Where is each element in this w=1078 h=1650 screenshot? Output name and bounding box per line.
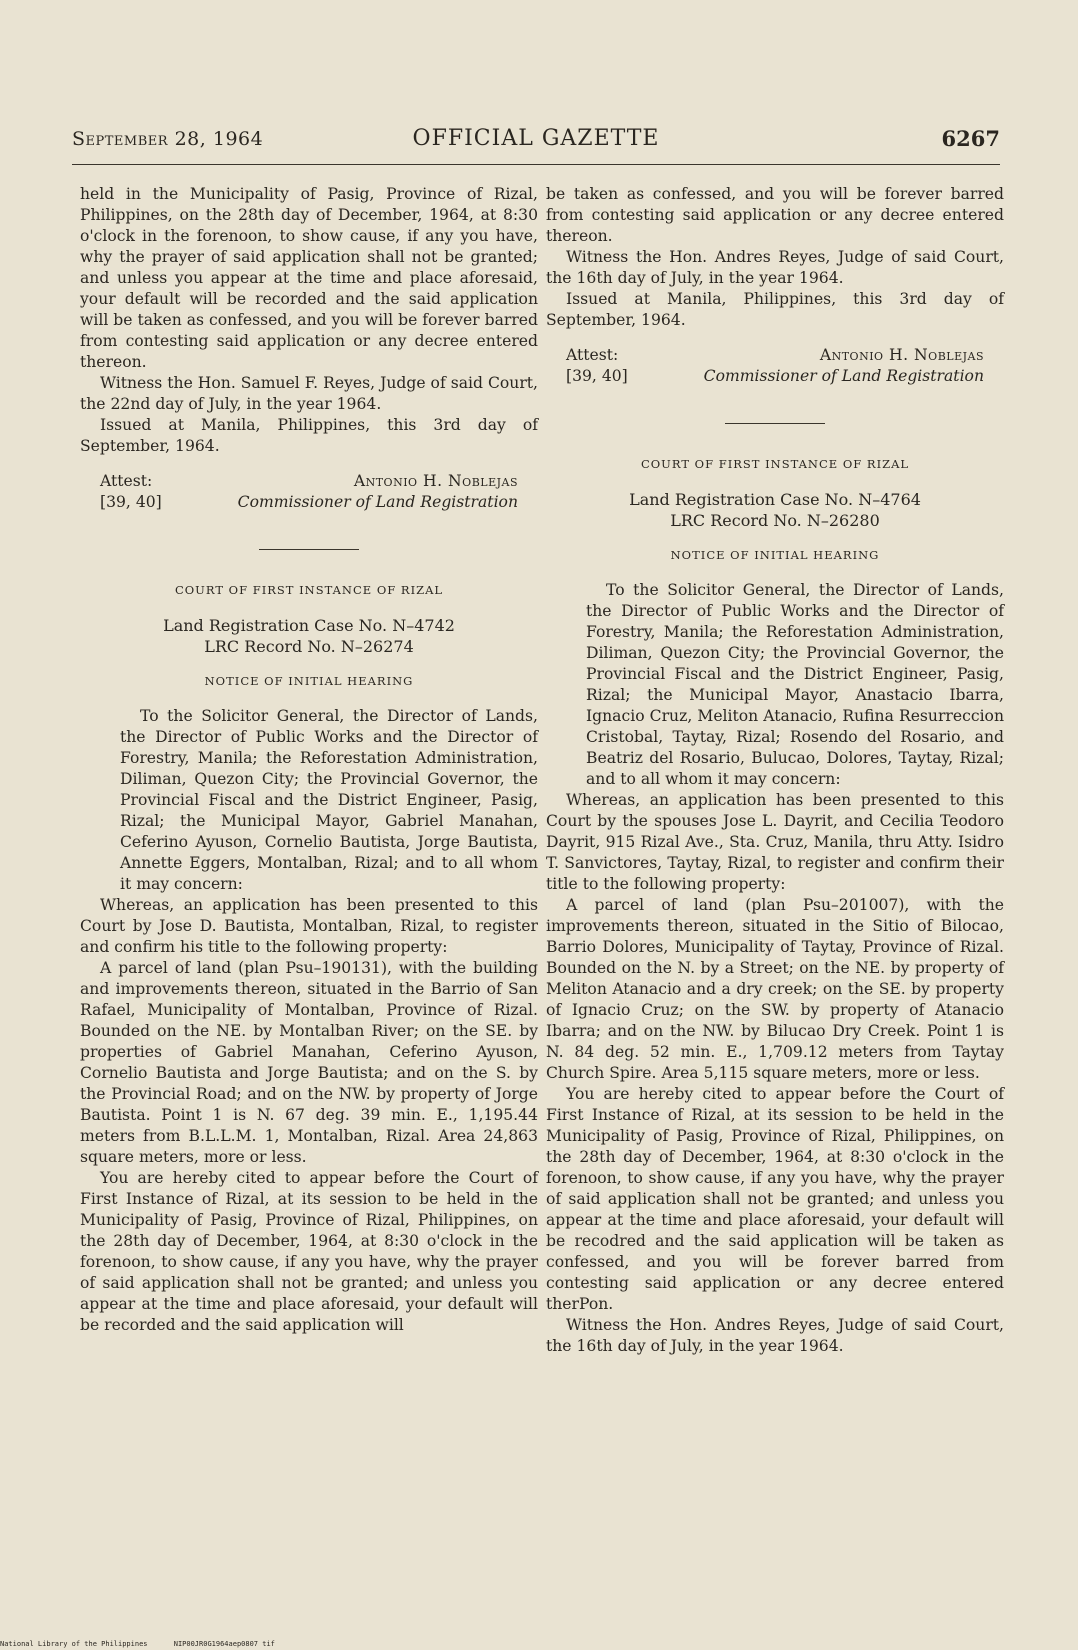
paragraph: Witness the Hon. Andres Reyes, Judge of said Court, the 16th day of July, in the year 1964. (546, 248, 1004, 287)
section-divider (259, 549, 359, 550)
case-number: Land Registration Case No. N–4742 (163, 616, 455, 635)
paragraph: You are hereby cited to appear before the Court of First Instance of Rizal, at its session to be held in the Municipality of Pasig, Province of Rizal, Philippines, on the 28th day of December, 1964, at 8:30 o'clock in the forenoon, to show cause, if any you have, why the prayer of said application shall not be granted; and unless you appear at the time and place aforesaid, your default will be recodred and the said application will be taken as confessed, and you will be forever barred from contesting said application or any decree entered therPon. (546, 1085, 1004, 1313)
paragraph: Whereas, an application has been presented to this Court by Jose D. Bautista, Montalban, Rizal, to register and confirm his title to the following property: (80, 896, 538, 956)
scan-source: National Library of the Philippines (0, 1640, 148, 1648)
attest-signatory: Antonio H. Noblejas (353, 472, 518, 490)
paragraph: held in the Municipality of Pasig, Province of Rizal, Philippines, on the 28th day of December, 1964, at 8:30 o'clock in the forenoon, to show cause, if any you have, why the prayer of said application shall not be granted; and unless you appear at the time and place aforesaid, your default will be recorded and the said application will be taken as confessed, and you will be forever barred from contesting said application or any decree entered thereon. (80, 185, 538, 371)
attest-label: Attest: (100, 472, 153, 490)
attest-signatory: Antonio H. Noblejas (819, 346, 984, 364)
page-header (72, 126, 1000, 156)
attestation (80, 471, 538, 515)
lrc-record-number: LRC Record No. N–26280 (670, 511, 880, 530)
paragraph: Witness the Hon. Andres Reyes, Judge of said Court, the 16th day of July, in the year 1964. (546, 1316, 1004, 1355)
paragraph: Witness the Hon. Samuel F. Reyes, Judge of said Court, the 22nd day of July, in the year 1964. (80, 374, 538, 413)
page-number: 6267 (941, 126, 1000, 151)
section-divider (725, 423, 825, 424)
scan-footer (0, 1640, 297, 1648)
paragraph: You are hereby cited to appear before the Court of First Instance of Rizal, at its session to be held in the Municipality of Pasig, Province of Rizal, Philippines, on the 28th day of December, 1964, at 8:30 o'clock in the forenoon, to show cause, if any you have, why the prayer of said application shall not be granted; and unless you appear at the time and place aforesaid, your default will be recorded and the said application will (80, 1169, 538, 1334)
attest-office: Commissioner of Land Registration (703, 367, 984, 385)
attest-citation: [39, 40] (100, 493, 162, 511)
attest-office: Commissioner of Land Registration (237, 493, 518, 511)
attestation (546, 345, 1004, 389)
notice-heading: NOTICE OF INITIAL HEARING (670, 548, 880, 562)
scan-file: NIP00JR0G1964aep0807 tif (173, 1640, 275, 1648)
paragraph: A parcel of land (plan Psu–201007), with the improvements thereon, situated in the Sitio of Bilocao, Barrio Dolores, Municipality of Taytay, Province of Rizal. Bounded on the N. by a Street; on the NE. by property of Meliton Atanacio and a dry creek; on the SE. by property of Ignacio Cruz; on the SW. by property of Atanacio Ibarra; and on the NW. by Bilucao Dry Creek. Point 1 is N. 84 deg. 52 min. E., 1,709.12 meters from Taytay Church Spire. Area 5,115 square meters, more or less. (546, 896, 1004, 1082)
paragraph: A parcel of land (plan Psu–190131), with the building and improvements thereon, situated in the Barrio of San Rafael, Municipality of Montalban, Province of Rizal. Bounded on the NE. by Montalban River; on the SE. by properties of Gabriel Manahan, Ceferino Ayuson, Cornelio Bautista and Jorge Bautista; and on the S. by the Provincial Road; and on the NW. by property of Jorge Bautista. Point 1 is N. 67 deg. 39 min. E., 1,195.44 meters from B.L.L.M. 1, Montalban, Rizal. Area 24,863 square meters, more or less. (80, 959, 538, 1166)
paragraph: be taken as confessed, and you will be forever barred from contesting said application or any decree entered thereon. (546, 185, 1004, 245)
paragraph: Whereas, an application has been presented to this Court by the spouses Jose L. Dayrit, and Cecilia Teodoro Dayrit, 915 Rizal Ave., Sta. Cruz, Manila, thru Atty. Isidro T. Sanvictores, Taytay, Rizal, to register and confirm their title to the following property: (546, 791, 1004, 893)
court-heading: COURT OF FIRST INSTANCE OF RIZAL (174, 583, 444, 597)
left-column (80, 184, 538, 1336)
header-rule (72, 164, 1000, 165)
addressees: To the Solicitor General, the Director of Lands, the Director of Public Works and the Director of Forestry, Manila; the Reforestation Administration, Diliman, Quezon City; the Provincial Governor, the Provincial Fiscal and the District Engineer, Pasig, Rizal; the Municipal Mayor, Gabriel Manahan, Ceferino Ayuson, Cornelio Bautista, Jorge Bautista, Annette Eggers, Montalban, Rizal; and to all whom it may concern: (120, 707, 538, 893)
attest-citation: [39, 40] (566, 367, 628, 385)
case-number: Land Registration Case No. N–4764 (629, 490, 921, 509)
publication-title: OFFICIAL GAZETTE (412, 126, 660, 151)
right-column (546, 184, 1004, 1357)
lrc-record-number: LRC Record No. N–26274 (204, 637, 414, 656)
paragraph: Issued at Manila, Philippines, this 3rd day of September, 1964. (80, 416, 538, 455)
paragraph: Issued at Manila, Philippines, this 3rd day of September, 1964. (546, 290, 1004, 329)
attest-label: Attest: (566, 346, 619, 364)
court-heading: COURT OF FIRST INSTANCE OF RIZAL (640, 457, 910, 471)
issue-date: September 28, 1964 (72, 128, 264, 150)
notice-heading: NOTICE OF INITIAL HEARING (204, 674, 414, 688)
addressees: To the Solicitor General, the Director of Lands, the Director of Public Works and the Director of Forestry, Manila; the Reforestation Administration, Diliman, Quezon City; the Provincial Governor, the Provincial Fiscal and the District Engineer, Pasig, Rizal; the Municipal Mayor, Anastacio Ibarra, Ignacio Cruz, Meliton Atanacio, Rufina Resurreccion Cristobal, Taytay, Rizal; Rosendo del Rosario, and Beatriz del Rosario, Bulucao, Dolores, Taytay, Rizal; and to all whom it may concern: (586, 581, 1004, 788)
